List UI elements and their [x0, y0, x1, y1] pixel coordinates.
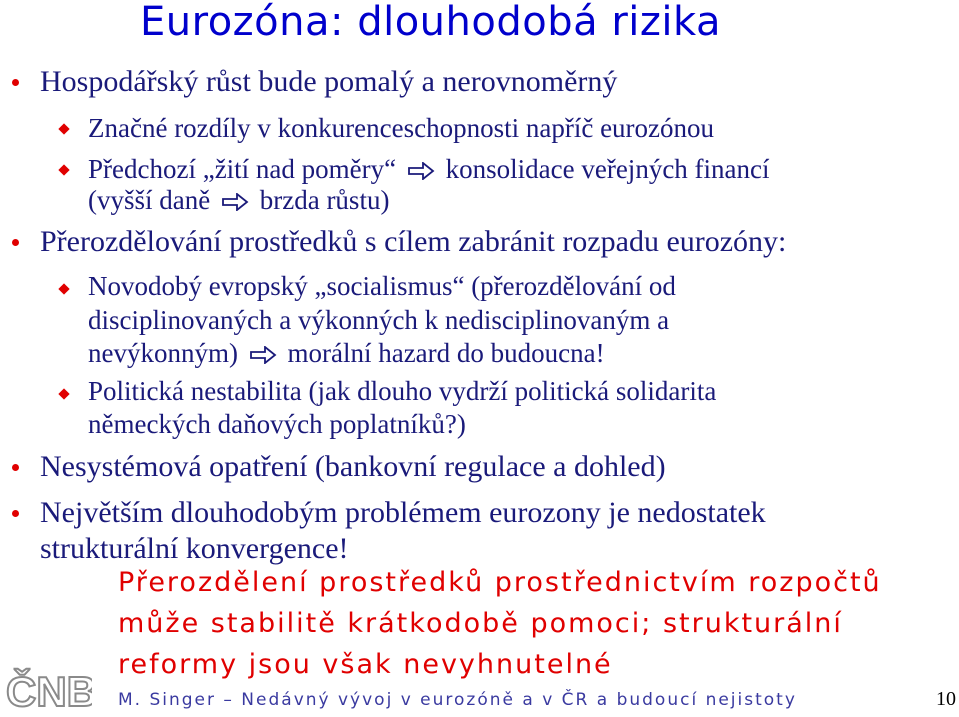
cnb-logo-text: ČNB: [6, 668, 92, 712]
cnb-logo: [4, 662, 92, 717]
cnb-logo-icon: [4, 662, 92, 712]
bullet-1-2-text-a: Předchozí „žití nad poměry“: [88, 154, 397, 184]
bullet-4-line1: Největším dlouhodobým problémem eurozony je nedostatek: [40, 496, 766, 529]
bullet-icon: [12, 510, 19, 517]
callout-line-3: reformy jsou však nevyhnutelné: [118, 649, 613, 680]
slide-title: Eurozóna: dlouhodobá rizika: [140, 0, 721, 45]
diamond-bullet-icon: [58, 388, 69, 399]
bullet-1-2-text-b: konsolidace veřejných financí: [445, 154, 770, 184]
bullet-1-2-line2: [88, 182, 389, 218]
bullet-2-2-line2: německých daňových poplatníků?): [88, 409, 466, 439]
bullet-1: Hospodářský růst bude pomalý a nerovnoměrný: [40, 65, 618, 98]
bullet-2-1-line3: [88, 335, 605, 371]
bullet-3: Nesystémová opatření (bankovní regulace a dohled): [40, 450, 666, 483]
bullet-2-1-text-d: morální hazard do budoucna!: [287, 338, 605, 368]
bullet-icon: [12, 239, 19, 246]
bullet-icon: [12, 464, 19, 471]
bullet-4-line2: strukturální konvergence!: [40, 532, 349, 565]
bullet-2-1-line2: disciplinovaných a výkonných k nedisciplinovaným a: [88, 305, 670, 335]
diamond-bullet-icon: [58, 164, 69, 175]
diamond-bullet-icon: [58, 283, 69, 294]
callout-line-1: Přerozdělení prostředků prostřednictvím rozpočtů: [118, 567, 882, 598]
arrow-right-icon: [407, 162, 435, 180]
bullet-1-2-text-c: (vyšší daně: [88, 185, 211, 215]
bullet-2-1-line1: Novodobý evropský „socialismus“ (přerozdělování od: [88, 271, 676, 301]
footer-text: M. Singer – Nedávný vývoj v eurozóně a v ČR a budoucí nejistoty: [118, 690, 797, 710]
callout-line-2: může stabilitě krátkodobě pomoci; strukturální: [118, 608, 843, 639]
diamond-bullet-icon: [58, 123, 69, 134]
arrow-right-icon: [249, 346, 277, 364]
arrow-right-icon: [221, 193, 249, 211]
bullet-1-2-text-d: brzda růstu): [259, 185, 390, 215]
bullet-2-1-text-c: nevýkonným): [88, 338, 238, 368]
bullet-1-1: Značné rozdíly v konkurenceschopnosti napříč eurozónou: [88, 113, 715, 143]
bullet-2-2-line1: Politická nestabilita (jak dlouho vydrží politická solidarita: [88, 376, 717, 406]
bullet-2: Přerozdělování prostředků s cílem zabránit rozpadu eurozóny:: [40, 225, 787, 258]
page-number: 10: [936, 688, 956, 710]
bullet-icon: [12, 79, 19, 86]
